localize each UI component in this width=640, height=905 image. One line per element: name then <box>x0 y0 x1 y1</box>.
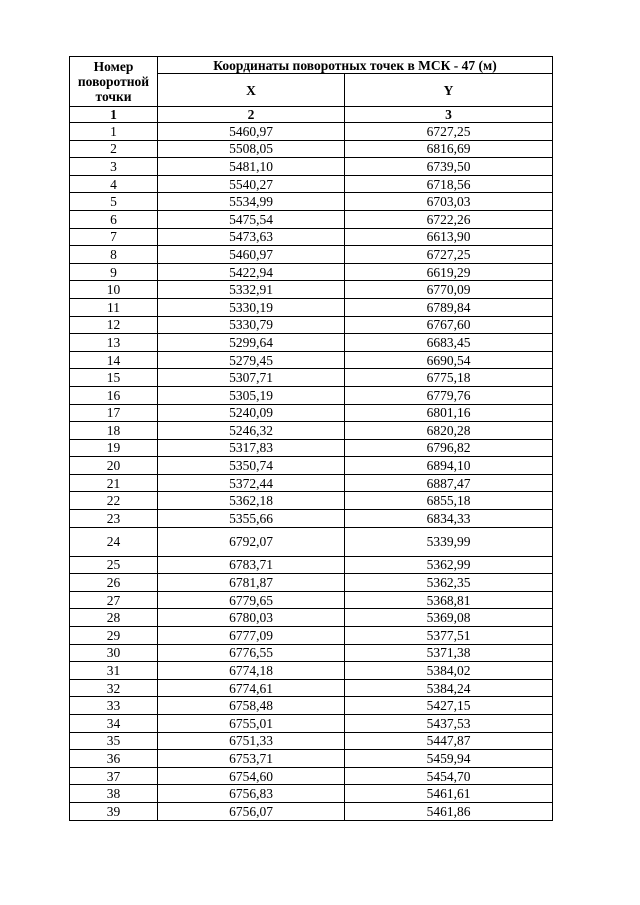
point-number-cell: 7 <box>70 228 158 246</box>
point-number-cell: 9 <box>70 263 158 281</box>
table-row <box>70 574 553 592</box>
y-coordinate-cell: 5461,61 <box>345 785 553 803</box>
x-coordinate-cell: 5317,83 <box>158 439 345 457</box>
point-number-cell: 12 <box>70 316 158 334</box>
table-row <box>70 404 553 422</box>
y-coordinate-cell: 6894,10 <box>345 457 553 475</box>
y-coordinate-cell: 5459,94 <box>345 750 553 768</box>
x-coordinate-cell: 5299,64 <box>158 334 345 352</box>
y-coordinate-cell: 5461,86 <box>345 802 553 820</box>
table-row <box>70 492 553 510</box>
table-row <box>70 527 553 556</box>
table-row <box>70 510 553 528</box>
point-number-cell: 39 <box>70 802 158 820</box>
table-row <box>70 158 553 176</box>
table-row <box>70 750 553 768</box>
x-coordinate-cell: 6783,71 <box>158 556 345 574</box>
x-coordinate-cell: 6774,18 <box>158 662 345 680</box>
y-coordinate-cell: 6767,60 <box>345 316 553 334</box>
x-coordinate-cell: 5350,74 <box>158 457 345 475</box>
x-coordinate-cell: 6780,03 <box>158 609 345 627</box>
point-number-cell: 25 <box>70 556 158 574</box>
x-coordinate-cell: 6754,60 <box>158 767 345 785</box>
table-row <box>70 679 553 697</box>
column-number-row <box>70 107 553 123</box>
point-number-cell: 4 <box>70 175 158 193</box>
table-row <box>70 697 553 715</box>
y-coordinate-cell: 6789,84 <box>345 298 553 316</box>
point-number-cell: 32 <box>70 679 158 697</box>
point-number-cell: 6 <box>70 210 158 228</box>
point-number-cell: 21 <box>70 474 158 492</box>
point-number-cell: 19 <box>70 439 158 457</box>
y-coordinate-cell: 5384,02 <box>345 662 553 680</box>
x-coordinate-cell: 5473,63 <box>158 228 345 246</box>
y-coordinate-cell: 5377,51 <box>345 627 553 645</box>
column-number: 1 <box>70 107 158 123</box>
table-header <box>70 57 553 123</box>
table-row <box>70 210 553 228</box>
table-row <box>70 802 553 820</box>
x-coordinate-cell: 5279,45 <box>158 351 345 369</box>
table-row <box>70 556 553 574</box>
table-row <box>70 140 553 158</box>
y-coordinate-cell: 6816,69 <box>345 140 553 158</box>
y-coordinate-cell: 5362,35 <box>345 574 553 592</box>
table-body <box>70 123 553 821</box>
point-number-cell: 11 <box>70 298 158 316</box>
table-row <box>70 457 553 475</box>
y-coordinate-cell: 5339,99 <box>345 527 553 556</box>
x-coordinate-cell: 5305,19 <box>158 386 345 404</box>
table-row <box>70 298 553 316</box>
point-number-cell: 22 <box>70 492 158 510</box>
y-coordinate-cell: 5447,87 <box>345 732 553 750</box>
table-row <box>70 123 553 141</box>
x-coordinate-cell: 5372,44 <box>158 474 345 492</box>
point-number-cell: 29 <box>70 627 158 645</box>
table-row <box>70 316 553 334</box>
y-coordinate-cell: 6796,82 <box>345 439 553 457</box>
x-coordinate-cell: 6776,55 <box>158 644 345 662</box>
point-number-cell: 20 <box>70 457 158 475</box>
point-number-cell: 17 <box>70 404 158 422</box>
point-number-cell: 28 <box>70 609 158 627</box>
point-number-cell: 26 <box>70 574 158 592</box>
column-number: 2 <box>158 107 345 123</box>
point-number-cell: 23 <box>70 510 158 528</box>
coordinates-table <box>69 56 553 821</box>
y-coordinate-cell: 6722,26 <box>345 210 553 228</box>
x-coordinate-cell: 6777,09 <box>158 627 345 645</box>
x-column-header: X <box>158 74 345 107</box>
table-row <box>70 263 553 281</box>
y-coordinate-cell: 6619,29 <box>345 263 553 281</box>
y-coordinate-cell: 6739,50 <box>345 158 553 176</box>
table-row <box>70 351 553 369</box>
point-number-cell: 34 <box>70 715 158 733</box>
x-coordinate-cell: 6756,83 <box>158 785 345 803</box>
y-coordinate-cell: 6887,47 <box>345 474 553 492</box>
point-number-cell: 37 <box>70 767 158 785</box>
table-row <box>70 715 553 733</box>
x-coordinate-cell: 5508,05 <box>158 140 345 158</box>
y-coordinate-cell: 6775,18 <box>345 369 553 387</box>
point-number-cell: 30 <box>70 644 158 662</box>
point-number-header: Номер поворотной точки <box>70 57 158 107</box>
x-coordinate-cell: 5307,71 <box>158 369 345 387</box>
point-number-cell: 3 <box>70 158 158 176</box>
table-row <box>70 644 553 662</box>
point-number-cell: 36 <box>70 750 158 768</box>
table-row <box>70 474 553 492</box>
table-row <box>70 228 553 246</box>
x-coordinate-cell: 5332,91 <box>158 281 345 299</box>
y-coordinate-cell: 6613,90 <box>345 228 553 246</box>
x-coordinate-cell: 5460,97 <box>158 246 345 264</box>
y-coordinate-cell: 6727,25 <box>345 123 553 141</box>
table-row <box>70 609 553 627</box>
x-coordinate-cell: 5330,79 <box>158 316 345 334</box>
x-coordinate-cell: 5246,32 <box>158 422 345 440</box>
y-coordinate-cell: 5437,53 <box>345 715 553 733</box>
coordinates-group-header: Координаты поворотных точек в МСК - 47 (м) <box>158 57 553 74</box>
point-number-cell: 15 <box>70 369 158 387</box>
point-number-cell: 14 <box>70 351 158 369</box>
point-number-cell: 38 <box>70 785 158 803</box>
point-number-cell: 35 <box>70 732 158 750</box>
x-coordinate-cell: 6758,48 <box>158 697 345 715</box>
x-coordinate-cell: 6792,07 <box>158 527 345 556</box>
table-row <box>70 281 553 299</box>
y-coordinate-cell: 6834,33 <box>345 510 553 528</box>
point-number-cell: 10 <box>70 281 158 299</box>
y-coordinate-cell: 6703,03 <box>345 193 553 211</box>
x-coordinate-cell: 6753,71 <box>158 750 345 768</box>
y-coordinate-cell: 6683,45 <box>345 334 553 352</box>
x-coordinate-cell: 6779,65 <box>158 591 345 609</box>
y-coordinate-cell: 6718,56 <box>345 175 553 193</box>
column-number: 3 <box>345 107 553 123</box>
y-coordinate-cell: 6770,09 <box>345 281 553 299</box>
point-number-cell: 13 <box>70 334 158 352</box>
point-number-cell: 8 <box>70 246 158 264</box>
x-coordinate-cell: 5330,19 <box>158 298 345 316</box>
point-number-cell: 1 <box>70 123 158 141</box>
x-coordinate-cell: 5540,27 <box>158 175 345 193</box>
point-number-cell: 24 <box>70 527 158 556</box>
table-row <box>70 369 553 387</box>
x-coordinate-cell: 5362,18 <box>158 492 345 510</box>
table-row <box>70 732 553 750</box>
y-column-header: Y <box>345 74 553 107</box>
y-coordinate-cell: 6779,76 <box>345 386 553 404</box>
table-row <box>70 785 553 803</box>
y-coordinate-cell: 6690,54 <box>345 351 553 369</box>
y-coordinate-cell: 6727,25 <box>345 246 553 264</box>
table-row <box>70 386 553 404</box>
x-coordinate-cell: 6755,01 <box>158 715 345 733</box>
point-number-cell: 16 <box>70 386 158 404</box>
x-coordinate-cell: 5481,10 <box>158 158 345 176</box>
y-coordinate-cell: 5362,99 <box>345 556 553 574</box>
x-coordinate-cell: 6751,33 <box>158 732 345 750</box>
table-row <box>70 246 553 264</box>
x-coordinate-cell: 5460,97 <box>158 123 345 141</box>
y-coordinate-cell: 6820,28 <box>345 422 553 440</box>
x-coordinate-cell: 6774,61 <box>158 679 345 697</box>
y-coordinate-cell: 5427,15 <box>345 697 553 715</box>
y-coordinate-cell: 5368,81 <box>345 591 553 609</box>
y-coordinate-cell: 5454,70 <box>345 767 553 785</box>
point-number-cell: 31 <box>70 662 158 680</box>
y-coordinate-cell: 5369,08 <box>345 609 553 627</box>
point-number-cell: 5 <box>70 193 158 211</box>
x-coordinate-cell: 5240,09 <box>158 404 345 422</box>
table-row <box>70 662 553 680</box>
point-number-cell: 18 <box>70 422 158 440</box>
point-number-cell: 2 <box>70 140 158 158</box>
table-row <box>70 439 553 457</box>
x-coordinate-cell: 5422,94 <box>158 263 345 281</box>
table-row <box>70 193 553 211</box>
table-row <box>70 767 553 785</box>
table-row <box>70 175 553 193</box>
x-coordinate-cell: 6781,87 <box>158 574 345 592</box>
y-coordinate-cell: 5384,24 <box>345 679 553 697</box>
point-number-cell: 33 <box>70 697 158 715</box>
y-coordinate-cell: 6801,16 <box>345 404 553 422</box>
table-row <box>70 627 553 645</box>
x-coordinate-cell: 5534,99 <box>158 193 345 211</box>
x-coordinate-cell: 5355,66 <box>158 510 345 528</box>
x-coordinate-cell: 5475,54 <box>158 210 345 228</box>
point-number-cell: 27 <box>70 591 158 609</box>
y-coordinate-cell: 5371,38 <box>345 644 553 662</box>
x-coordinate-cell: 6756,07 <box>158 802 345 820</box>
table-row <box>70 422 553 440</box>
table-row <box>70 334 553 352</box>
y-coordinate-cell: 6855,18 <box>345 492 553 510</box>
table-row <box>70 591 553 609</box>
